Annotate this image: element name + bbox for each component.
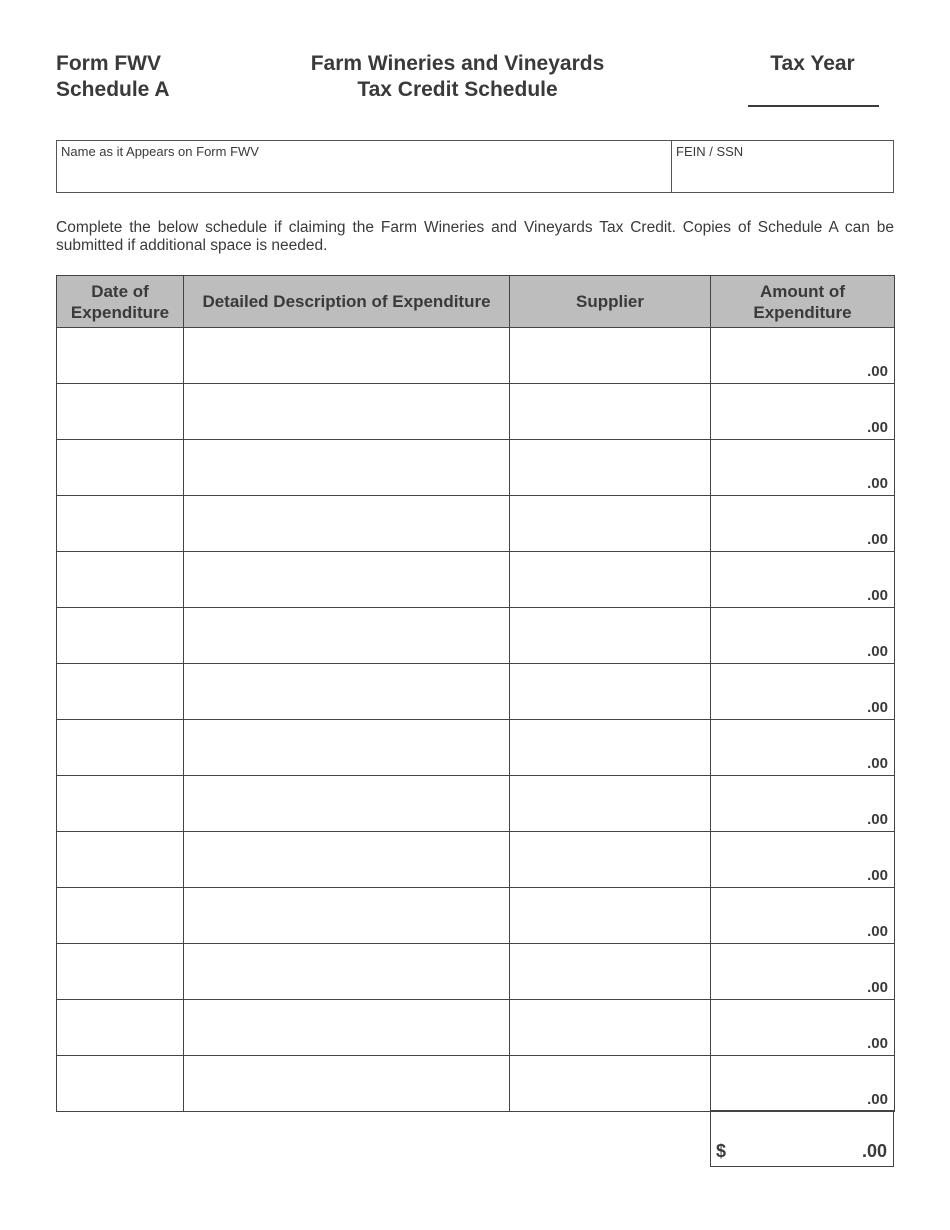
instructions-text: Complete the below schedule if claiming the Farm Wineries and Vineyards Tax Credit. Copies of Schedule A can be submitted if additional space is needed.: [56, 219, 894, 254]
name-field-label: Name as it Appears on Form FWV: [61, 144, 259, 159]
amount-cell[interactable]: .00: [711, 440, 895, 496]
supplier-cell[interactable]: [510, 384, 711, 440]
amount-cell[interactable]: .00: [711, 552, 895, 608]
description-cell[interactable]: [184, 1000, 510, 1056]
date-cell[interactable]: [57, 1000, 184, 1056]
date-cell[interactable]: [57, 944, 184, 1000]
column-header-description: Detailed Description of Expenditure: [184, 276, 510, 328]
amount-cell[interactable]: .00: [711, 944, 895, 1000]
name-field[interactable]: [57, 141, 672, 192]
date-cell[interactable]: [57, 496, 184, 552]
description-cell[interactable]: [184, 328, 510, 384]
date-cell[interactable]: [57, 384, 184, 440]
amount-cell[interactable]: .00: [711, 496, 895, 552]
description-cell[interactable]: [184, 944, 510, 1000]
table-row: [57, 664, 895, 720]
supplier-cell[interactable]: [510, 328, 711, 384]
date-cell[interactable]: [57, 776, 184, 832]
description-cell[interactable]: [184, 384, 510, 440]
identity-box: [56, 140, 894, 193]
tax-year-label: Tax Year: [770, 52, 855, 75]
supplier-cell[interactable]: [510, 608, 711, 664]
form-title-line2: Tax Credit Schedule: [357, 78, 558, 101]
date-cell[interactable]: [57, 608, 184, 664]
table-row: [57, 944, 895, 1000]
total-cents: .00: [861, 1141, 887, 1161]
description-cell[interactable]: [184, 888, 510, 944]
table-header-row: [57, 276, 895, 328]
amount-cell[interactable]: .00: [711, 384, 895, 440]
schedule-label: Schedule A: [56, 78, 170, 101]
supplier-cell[interactable]: [510, 552, 711, 608]
description-cell[interactable]: [184, 1056, 510, 1112]
table-row: [57, 720, 895, 776]
description-cell[interactable]: [184, 552, 510, 608]
supplier-cell[interactable]: [510, 664, 711, 720]
amount-cell[interactable]: .00: [711, 720, 895, 776]
total-currency-symbol: $: [716, 1141, 727, 1161]
date-cell[interactable]: [57, 664, 184, 720]
form-identifier: [56, 51, 170, 103]
table-row: [57, 440, 895, 496]
description-cell[interactable]: [184, 608, 510, 664]
column-header-amount: Amount of Expenditure: [711, 276, 895, 328]
supplier-cell[interactable]: [510, 888, 711, 944]
table-row: [57, 328, 895, 384]
supplier-cell[interactable]: [510, 776, 711, 832]
date-cell[interactable]: [57, 440, 184, 496]
supplier-cell[interactable]: [510, 832, 711, 888]
supplier-cell[interactable]: [510, 440, 711, 496]
date-cell[interactable]: [57, 888, 184, 944]
table-row: [57, 776, 895, 832]
total-amount-field[interactable]: [710, 1110, 894, 1167]
table-row: [57, 608, 895, 664]
description-cell[interactable]: [184, 664, 510, 720]
date-cell[interactable]: [57, 328, 184, 384]
fein-ssn-field[interactable]: [672, 141, 893, 192]
column-header-date: Date of Expenditure: [57, 276, 184, 328]
table-row: [57, 1056, 895, 1112]
supplier-cell[interactable]: [510, 1056, 711, 1112]
description-cell[interactable]: [184, 496, 510, 552]
amount-cell[interactable]: .00: [711, 1056, 895, 1112]
amount-cell[interactable]: .00: [711, 328, 895, 384]
expenditure-schedule-table: [56, 275, 895, 1112]
amount-cell[interactable]: .00: [711, 1000, 895, 1056]
form-title: [270, 51, 645, 103]
supplier-cell[interactable]: [510, 720, 711, 776]
description-cell[interactable]: [184, 776, 510, 832]
table-row: [57, 384, 895, 440]
column-header-supplier: Supplier: [510, 276, 711, 328]
supplier-cell[interactable]: [510, 944, 711, 1000]
date-cell[interactable]: [57, 1056, 184, 1112]
date-cell[interactable]: [57, 832, 184, 888]
supplier-cell[interactable]: [510, 496, 711, 552]
form-number: Form FWV: [56, 52, 161, 75]
amount-cell[interactable]: .00: [711, 776, 895, 832]
table-row: [57, 888, 895, 944]
fein-ssn-label: FEIN / SSN: [676, 144, 744, 159]
amount-cell[interactable]: .00: [711, 832, 895, 888]
table-row: [57, 496, 895, 552]
description-cell[interactable]: [184, 832, 510, 888]
description-cell[interactable]: [184, 720, 510, 776]
supplier-cell[interactable]: [510, 1000, 711, 1056]
table-row: [57, 552, 895, 608]
date-cell[interactable]: [57, 720, 184, 776]
table-row: [57, 1000, 895, 1056]
amount-cell[interactable]: .00: [711, 664, 895, 720]
table-row: [57, 832, 895, 888]
date-cell[interactable]: [57, 552, 184, 608]
amount-cell[interactable]: .00: [711, 888, 895, 944]
amount-cell[interactable]: .00: [711, 608, 895, 664]
description-cell[interactable]: [184, 440, 510, 496]
form-title-line1: Farm Wineries and Vineyards: [310, 52, 605, 75]
tax-year-field[interactable]: [748, 105, 879, 107]
